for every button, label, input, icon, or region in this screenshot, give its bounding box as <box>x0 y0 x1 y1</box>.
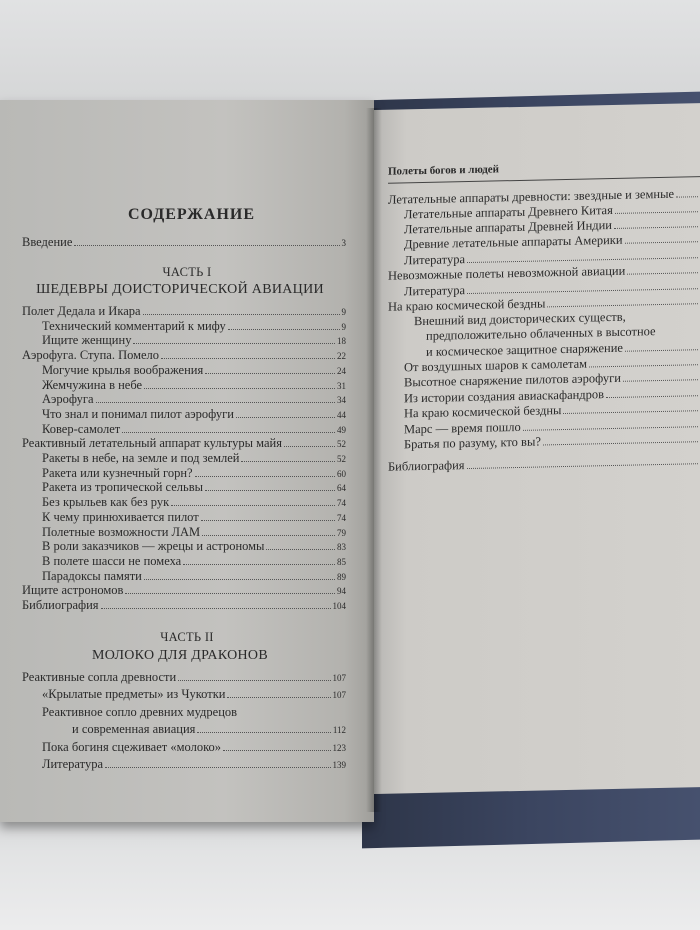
toc-entry-label: Невозможные полеты невозможной авиации <box>388 263 626 283</box>
toc-entry-label: Внешний вид доисторических существ, <box>414 309 626 329</box>
dot-leader <box>284 446 335 447</box>
dot-leader <box>563 410 698 414</box>
toc-entry-label: и космическое защитное снаряжение <box>426 340 623 359</box>
toc-entry-label: Аэрофуга. Ступа. Помело <box>22 348 160 363</box>
dot-leader <box>143 314 340 315</box>
toc-entry-label: Парадоксы памяти <box>42 568 142 583</box>
contents-title: СОДЕРЖАНИЕ <box>128 206 256 223</box>
toc-entry-label: Братья по разуму, кто вы? <box>404 434 541 452</box>
toc-entry-intro: Введение 3 <box>22 235 346 249</box>
dot-leader <box>223 750 330 751</box>
dot-leader <box>161 358 335 359</box>
toc-entry-page: 64 <box>337 483 346 494</box>
toc-entry-page: 112 <box>332 725 346 736</box>
toc-entry-page: 74 <box>337 512 346 523</box>
toc-entry-label: Летательные аппараты Древнего Китая <box>404 202 613 222</box>
toc-entry-label: «Крылатые предметы» из Чукотки <box>42 687 226 702</box>
toc-entry <box>22 348 346 364</box>
toc-entry-label: Могучие крылья воображения <box>42 362 204 377</box>
toc-entry-page: 107 <box>332 673 346 683</box>
toc-entry-label: Высотное снаряжение пилотов аэрофуги <box>404 370 621 390</box>
toc-entry <box>42 495 346 511</box>
toc-entry-page: 24 <box>337 365 346 376</box>
toc-entry-label: Реактивные сопла древности <box>22 670 177 684</box>
toc-entry-page: 85 <box>337 556 346 567</box>
dot-leader <box>615 211 698 214</box>
toc-entry-label: Технический комментарий к мифу <box>42 318 226 333</box>
toc-entry <box>72 722 346 738</box>
dot-leader <box>266 549 335 550</box>
toc-entry <box>42 740 346 756</box>
toc-entry-label: предположительно облаченных в высотное <box>426 324 656 343</box>
dot-leader <box>467 463 698 469</box>
toc-entry <box>42 378 346 394</box>
toc-entry <box>42 319 346 335</box>
dot-leader <box>228 329 340 330</box>
toc-entry-label: Библиография <box>388 458 465 474</box>
dot-leader <box>96 402 335 403</box>
dot-leader <box>589 364 698 367</box>
toc-entry-page: 34 <box>337 395 346 406</box>
toc-entry-label: Реактивный летательный аппарат культуры майя <box>22 436 282 451</box>
toc-entry-page: 9 <box>341 307 346 317</box>
toc-entry-label: Литература <box>404 252 465 268</box>
dot-leader <box>201 520 335 521</box>
dot-leader <box>171 505 335 506</box>
toc-entry-page: 49 <box>337 424 346 435</box>
toc-entry-label: Литература <box>42 757 103 771</box>
toc-entry <box>42 451 346 467</box>
toc-entry <box>42 422 346 438</box>
part2-title: МОЛОКО ДЛЯ ДРАКОНОВ <box>92 648 268 663</box>
page-gutter <box>366 108 382 812</box>
dot-leader <box>101 608 331 609</box>
toc-entry-label: В полете шасси не помеха <box>42 553 182 568</box>
toc-entry <box>42 480 346 496</box>
dot-leader <box>625 241 698 244</box>
toc-entry-label: В роли заказчиков — жрецы и астрономы <box>42 539 265 554</box>
dot-leader <box>144 388 335 389</box>
toc-entry-label: Жемчужина в небе <box>42 377 143 392</box>
toc-entry-page: 123 <box>332 742 346 753</box>
toc-entry-label: Библиография <box>22 598 99 612</box>
toc-entry-page: 79 <box>337 527 346 538</box>
toc-entry-page: 31 <box>337 380 346 391</box>
toc-entry <box>42 539 346 555</box>
toc-entry-label: Летательные аппараты древности: звездные и земные <box>388 186 675 207</box>
dot-leader <box>205 490 335 491</box>
dot-leader <box>178 680 330 681</box>
dot-leader <box>606 395 698 398</box>
toc-entry-label: Пока богиня сцеживает «молоко» <box>42 739 222 754</box>
dot-leader <box>614 226 698 229</box>
toc-entry <box>22 598 346 614</box>
toc-entry-page: 107 <box>332 690 346 701</box>
dot-leader <box>547 303 698 307</box>
dot-leader <box>125 593 335 594</box>
header-rule <box>388 176 700 184</box>
toc-entry <box>22 670 346 686</box>
toc-entry-page: 44 <box>337 409 346 420</box>
toc-entry-label: К чему принюхивается пилот <box>42 509 199 524</box>
dot-leader <box>623 379 698 382</box>
toc-entry-label: Летательные аппараты Древней Индии <box>404 218 612 237</box>
toc-entry-label: Ракета или кузнечный горн? <box>42 465 193 480</box>
right-page <box>374 103 700 794</box>
toc-entry-label: Ракета из тропической сельвы <box>42 480 204 495</box>
toc-entry <box>388 453 700 475</box>
toc-entry <box>42 392 346 408</box>
toc-entry <box>42 333 346 349</box>
toc-entry-label: Без крыльев как без рук <box>42 495 170 510</box>
part1-label: ЧАСТЬ I <box>162 265 212 279</box>
toc-entry-page: 52 <box>337 454 346 464</box>
toc-entry-page: 94 <box>337 586 346 597</box>
dot-leader <box>183 564 335 565</box>
toc-entry-label: Из истории создания авиаскафандров <box>404 387 605 406</box>
toc-entry <box>42 569 346 585</box>
dot-leader <box>133 343 335 344</box>
toc-entry <box>42 466 346 482</box>
toc-entry-page: 60 <box>337 468 346 479</box>
toc-entry-label: Аэрофуга <box>42 392 94 407</box>
toc-entry-page: 52 <box>337 439 346 450</box>
dot-leader <box>122 432 335 433</box>
toc-entry-label: Литература <box>404 283 465 299</box>
toc-entry-page: 83 <box>337 542 346 553</box>
toc-entry <box>22 304 346 320</box>
toc-entry-label: Что знал и понимал пилот аэрофуги <box>42 406 234 421</box>
toc-entry-label: От воздушных шаров к самолетам <box>404 356 588 375</box>
toc-entry-page: 9 <box>341 321 346 332</box>
toc-entry <box>42 554 346 570</box>
toc-entry-label: На краю космической бездны <box>404 403 562 421</box>
dot-leader <box>205 373 335 374</box>
dot-leader <box>523 426 698 431</box>
toc-entry-label: Полет Дедала и Икара <box>22 304 141 318</box>
left-page <box>0 100 374 822</box>
dot-leader <box>241 461 335 462</box>
toc-entry <box>42 407 346 423</box>
toc-entry-label: Марс — время пошло <box>404 419 521 437</box>
toc-entry-label: Ракеты в небе, на земле и под землей <box>42 451 240 465</box>
toc-entry-page: 89 <box>337 571 346 582</box>
toc-entry-label: и современная авиация <box>72 722 196 737</box>
toc-entry-label: Ищите женщину <box>42 333 132 348</box>
toc-entry-page: 22 <box>337 351 346 362</box>
toc-entry-page: 104 <box>332 601 346 611</box>
dot-leader <box>236 417 335 418</box>
dot-leader <box>105 767 331 768</box>
toc-entry-page: 74 <box>337 498 346 509</box>
dot-leader <box>195 476 335 477</box>
toc-entry-label: Полетные возможности ЛАМ <box>42 524 201 539</box>
running-head: Полеты богов и людей <box>388 163 500 178</box>
part2-label: ЧАСТЬ II <box>160 630 214 644</box>
part1-title: ШЕДЕВРЫ ДОИСТОРИЧЕСКОЙ АВИАЦИИ <box>36 282 324 297</box>
toc-entry-label: Ковер-самолет <box>42 421 121 436</box>
toc-entry <box>42 363 346 379</box>
toc-entry <box>42 510 346 526</box>
dot-leader <box>197 732 330 733</box>
dot-leader <box>144 579 335 580</box>
dot-leader <box>627 272 698 274</box>
dot-leader <box>625 349 698 352</box>
toc-entry <box>22 436 346 452</box>
toc-entry-label: Реактивное сопло древних мудрецов <box>42 704 238 719</box>
toc-entry-label: На краю космической бездны <box>388 296 546 314</box>
dot-leader <box>227 697 330 698</box>
toc-entry-label: Ищите астрономов <box>22 583 124 598</box>
toc-entry-page: 18 <box>337 336 346 347</box>
toc-entry <box>22 583 346 599</box>
dot-leader <box>676 196 698 197</box>
toc-entry <box>42 757 346 773</box>
toc-entry <box>42 525 346 541</box>
toc-entry <box>42 687 346 703</box>
toc-entry-page: 139 <box>332 760 346 770</box>
toc-entry <box>42 705 346 720</box>
dot-leader <box>543 441 698 445</box>
toc-entry-label: Древние летательные аппараты Америки <box>404 232 623 252</box>
dot-leader <box>202 535 335 536</box>
